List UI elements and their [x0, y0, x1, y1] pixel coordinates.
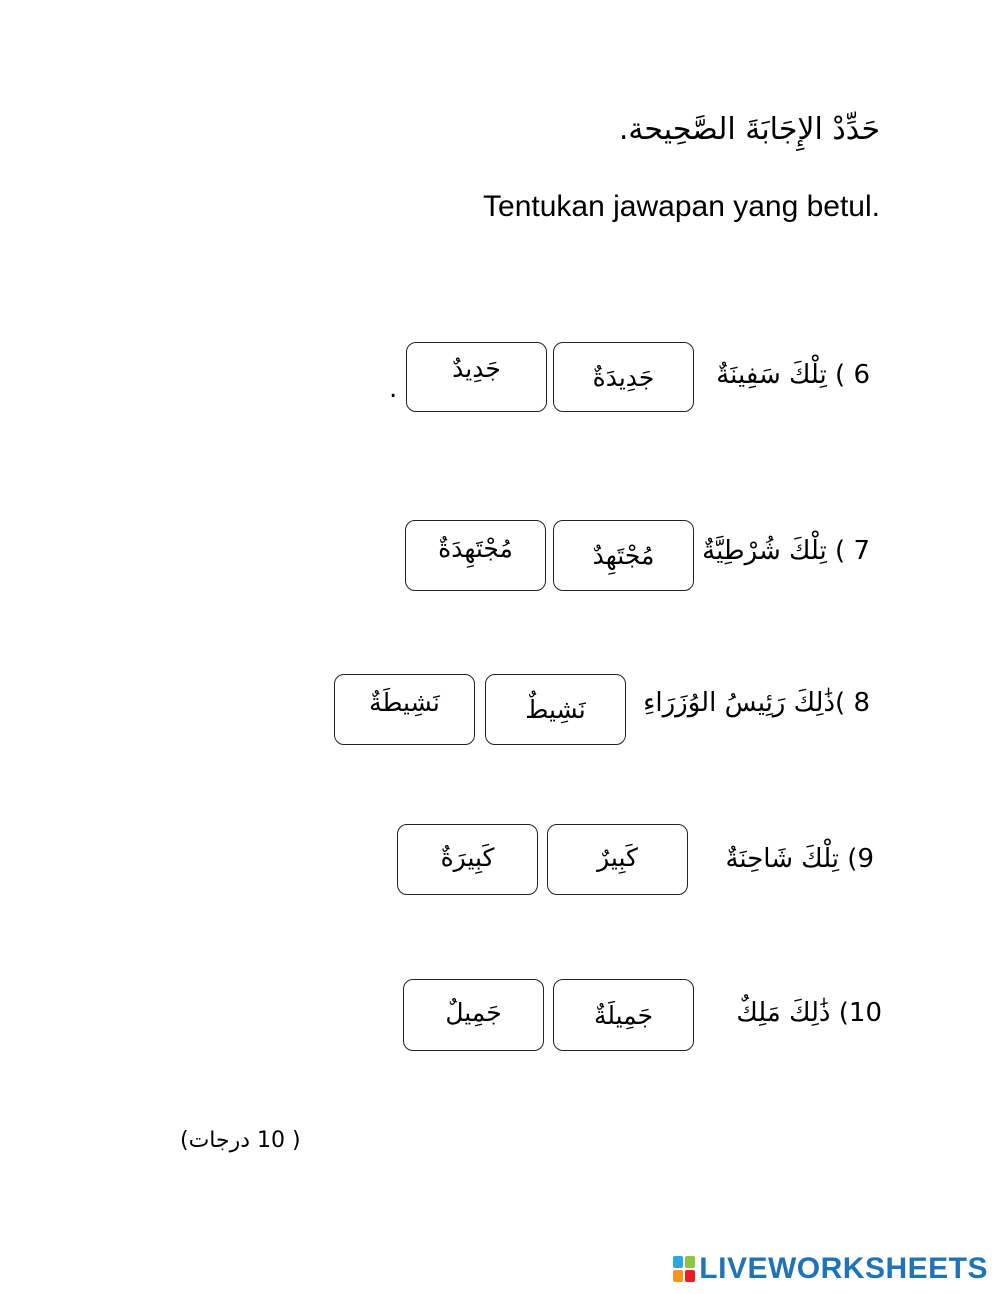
- instruction-malay: Tentukan jawapan yang betul.: [483, 190, 880, 223]
- question-6-period: .: [389, 374, 398, 404]
- liveworksheets-footer[interactable]: [673, 1252, 988, 1286]
- question-6-option-1[interactable]: جَدِيدَةٌ: [553, 342, 694, 412]
- liveworksheets-brand[interactable]: LIVEWORKSHEETS: [699, 1252, 988, 1285]
- question-9-text: 9) تِلْكَ شَاحِنَةٌ: [725, 844, 874, 874]
- question-8-text: 8 )ذَٰلِكَ رَئِيسُ الوُزَرَاءِ: [643, 688, 870, 718]
- question-6-option-2[interactable]: جَدِيدٌ: [406, 342, 547, 412]
- liveworksheets-logo-icon: [673, 1256, 695, 1282]
- question-7-text: 7 ) تِلْكَ شُرْطِيَّةٌ: [702, 536, 870, 566]
- question-9-option-2[interactable]: كَبِيرَةٌ: [397, 824, 538, 895]
- question-7-option-2[interactable]: مُجْتَهِدَةٌ: [405, 520, 546, 591]
- total-marks: ( 10 درجات): [180, 1128, 301, 1153]
- question-10-option-1[interactable]: جَمِيلَةٌ: [553, 979, 694, 1051]
- instruction-arabic: حَدِّدْ الإِجَابَةَ الصَّحِيحة.: [618, 112, 880, 147]
- question-9-option-1[interactable]: كَبِيرٌ: [547, 824, 688, 895]
- question-10-option-2[interactable]: جَمِيلٌ: [403, 979, 544, 1051]
- question-8-option-1[interactable]: نَشِيطٌ: [485, 674, 626, 745]
- question-6-text: 6 ) تِلْكَ سَفِينَةٌ: [716, 360, 870, 390]
- question-7-option-1[interactable]: مُجْتَهِدٌ: [553, 520, 694, 591]
- question-10-text: 10) ذَٰلِكَ مَلِكٌ: [736, 998, 882, 1028]
- question-8-option-2[interactable]: نَشِيطَةٌ: [334, 674, 475, 745]
